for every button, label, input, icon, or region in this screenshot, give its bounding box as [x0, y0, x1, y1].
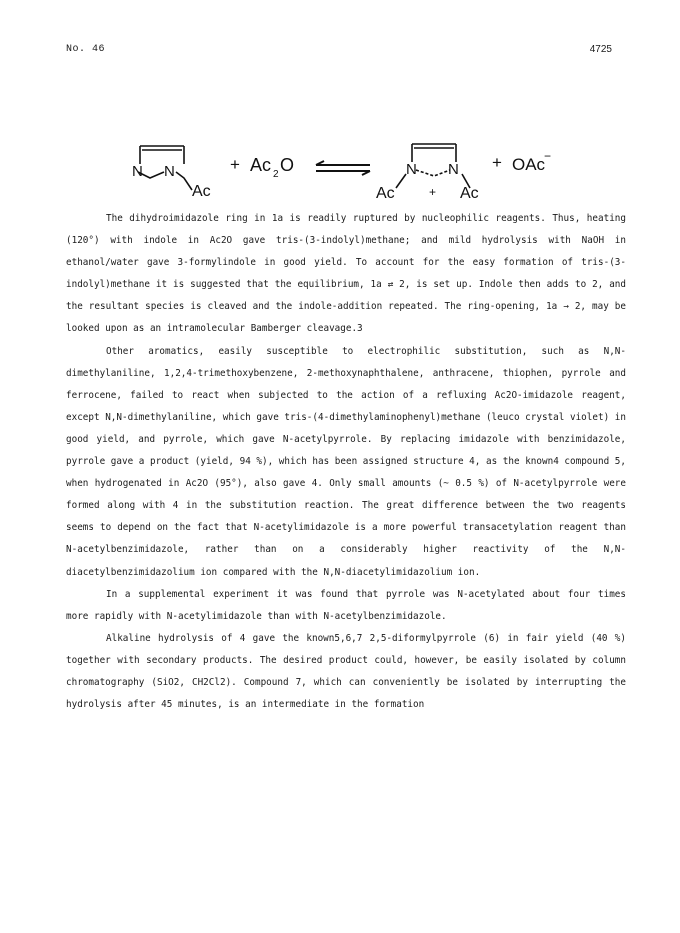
reactant-n1-label: N: [132, 163, 143, 180]
acetate-charge: −: [544, 149, 552, 163]
equilibrium-arrow: [316, 161, 370, 175]
reaction-scheme: [120, 138, 550, 200]
paragraph-alkaline-hydrolysis: Alkaline hydrolysis of 4 gave the known5,6,7 2,5-diformylpyrrole (6) in fair yield (40 %) together with secondary products. The desired product could, however, be easily isolated by column chromatography (SiO2, CH2Cl2). Compound 7, which can conveniently be isolated by interrupting the hydrolysis after 45 minutes, is an intermediate in the formation: [66, 632, 626, 711]
reagent-ac-label: Ac: [250, 155, 272, 175]
product-plus-sign: +: [492, 153, 502, 172]
reactant-ac-label: Ac: [192, 183, 211, 200]
product-n1-label: N: [406, 161, 417, 178]
product-ac2-label: Ac: [460, 185, 479, 202]
page-header: [66, 44, 612, 58]
product-n2-label: N: [448, 161, 459, 178]
product-ring-charge: +: [429, 185, 437, 199]
reaction-scheme-drawing: [120, 138, 550, 200]
reagent-o-label: O: [280, 155, 295, 175]
paragraph-other-aromatics: Other aromatics, easily susceptible to electrophilic substitution, such as N,N-dimethylaniline, 1,2,4-trimethoxybenzene, 2-methoxynaphthalene, anthracene, thiophen, pyrrole and ferrocene, failed to react when subjected to the action of a refluxing Ac2O-imidazole reagent, except N,N-dimethylaniline, which gave tris-(4-dimethylaminophenyl)methane (leuco crystal violet) in good yield, and pyrrole, which gave N-acetylpyrrole. By replacing imidazole with benzimidazole, pyrrole gave a product (yield, 94 %), which has been assigned structure 4, as the known4 compound 5, when hydrogenated in Ac2O (95°), also gave 4. Only small amounts (~ 0.5 %) of N-acetylpyrrole were formed along with 4 in the substitution reaction. The great difference between the two reagents seems to depend on the fact that N-acetylimidazole is a more powerful transacetylation reagent than N-acetylbenzimidazole, rather than on a considerably higher reactivity of the N,N-diacetylbenzimidazolium ion compared with the N,N-diacetylimidazolium ion.: [66, 345, 626, 578]
reactant-n2-label: N: [164, 163, 175, 180]
paragraph-supplemental: In a supplemental experiment it was found that pyrrole was N-acetylated about four times more rapidly with N-acetylimidazole than with N-acetylbenzimidazole.: [66, 588, 626, 622]
journal-issue: No. 46: [66, 44, 106, 55]
plus-sign: +: [230, 155, 240, 174]
article-body: [66, 208, 626, 716]
paragraph-ring-rupture: The dihydroimidazole ring in 1a is readily ruptured by nucleophilic reagents. Thus, heating (120°) with indole in Ac2O gave tris-(3-indolyl)methane; and mild hydrolysis with NaOH in ethanol/water gave 3-formylindole in good yield. To account for the easy formation of tris-(3-indolyl)methane it is suggested that the equilibrium, 1a ⇄ 2, is set up. Indole then adds to 2, and the resultant species is cleaved and the indole-addition repeated. The ring-opening, 1a → 2, may be looked upon as an intramolecular Bamberger cleavage.3: [66, 213, 626, 335]
acetate-anion: OAc: [512, 155, 546, 174]
reagent-subscript: 2: [273, 169, 279, 180]
page-number: 4725: [589, 44, 612, 55]
product-ac1-label: Ac: [376, 185, 395, 202]
